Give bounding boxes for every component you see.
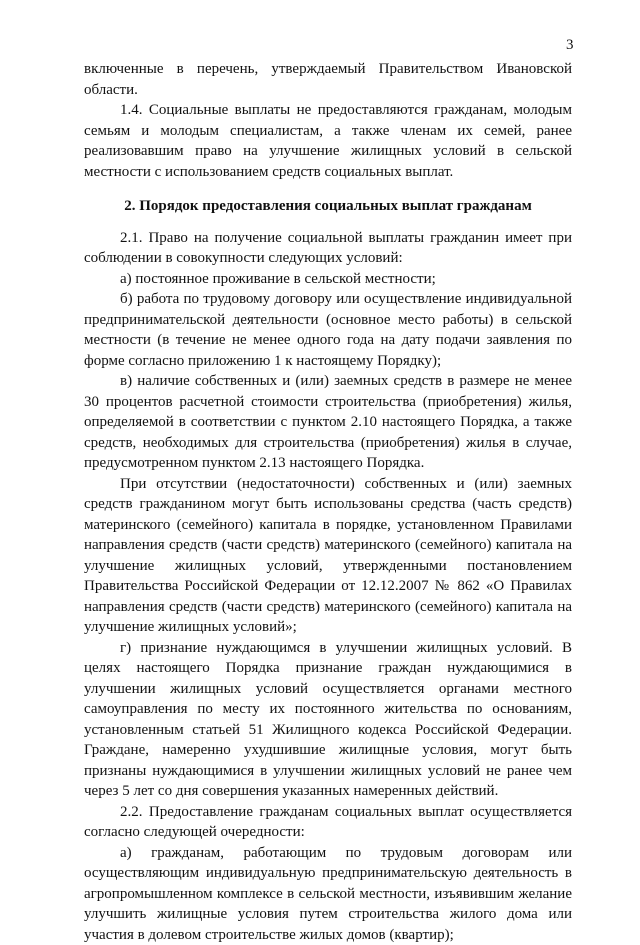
condition-a: а) постоянное проживание в сельской местности; bbox=[84, 269, 572, 290]
paragraph-2-1: 2.1. Право на получение социальной выплаты гражданин имеет при соблюдении в совокупности следующих условий: bbox=[84, 228, 572, 269]
condition-g: г) признание нуждающимся в улучшении жилищных условий. В целях настоящего Порядка признание граждан нуждающимися в улучшении жилищных условий осуществляется органами местного самоуправления по месту их постоянного жительства по основаниям, установленным статьей 51 Жилищного кодекса Российской Федерации. Граждане, намеренно ухудшившие жилищные условия, могут быть признаны нуждающимися в улучшении жилищных условий не ранее чем через 5 лет со дня совершения указанных намеренных действий. bbox=[84, 638, 572, 802]
paragraph: включенные в перечень, утверждаемый Правительством Ивановской области. bbox=[84, 59, 572, 100]
page-number: 3 bbox=[566, 36, 574, 54]
condition-b: б) работа по трудовому договору или осуществление индивидуальной предпринимательской деятельности (основное место работы) в сельской местности (в течение не менее одного года на дату подачи заявления по форме согласно приложению 1 к настоящему Порядку); bbox=[84, 289, 572, 371]
condition-v: в) наличие собственных и (или) заемных средств в размере не менее 30 процентов расчетной стоимости строительства (приобретения) жилья, определяемой в соответствии с пунктом 2.10 настоящего Порядка, а также средств, необходимых для строительства (приобретения) жилья в случае, предусмотренном пунктом 2.13 настоящего Порядка. bbox=[84, 371, 572, 474]
section-heading: 2. Порядок предоставления социальных выплат гражданам bbox=[84, 196, 572, 217]
paragraph-2-2: 2.2. Предоставление гражданам социальных выплат осуществляется согласно следующей очередности: bbox=[84, 802, 572, 843]
paragraph-1-4: 1.4. Социальные выплаты не предоставляются гражданам, молодым семьям и молодым специалистам, а также членам их семей, ранее реализовавшим право на улучшение жилищных условий в сельской местности с использованием средств социальных выплат. bbox=[84, 100, 572, 182]
maternity-capital-paragraph: При отсутствии (недостаточности) собственных и (или) заемных средств гражданином могут быть использованы средства (часть средств) материнского (семейного) капитала в порядке, установленном Правилами направления средств (части средств) материнского (семейного) капитала на улучшение жилищных условий, утвержденными постановлением Правительства Российской Федерации от 12.12.2007 № 862 «О Правилах направления средств (части средств) материнского (семейного) капитала на улучшение жилищных условий»; bbox=[84, 474, 572, 638]
document-body bbox=[84, 59, 572, 945]
priority-a: а) гражданам, работающим по трудовым договорам или осуществляющим индивидуальную предпринимательскую деятельность в агропромышленном комплексе в сельской местности, изъявившим желание улучшить жилищные условия путем строительства жилого дома или участия в долевом строительстве жилых домов (квартир); bbox=[84, 843, 572, 945]
